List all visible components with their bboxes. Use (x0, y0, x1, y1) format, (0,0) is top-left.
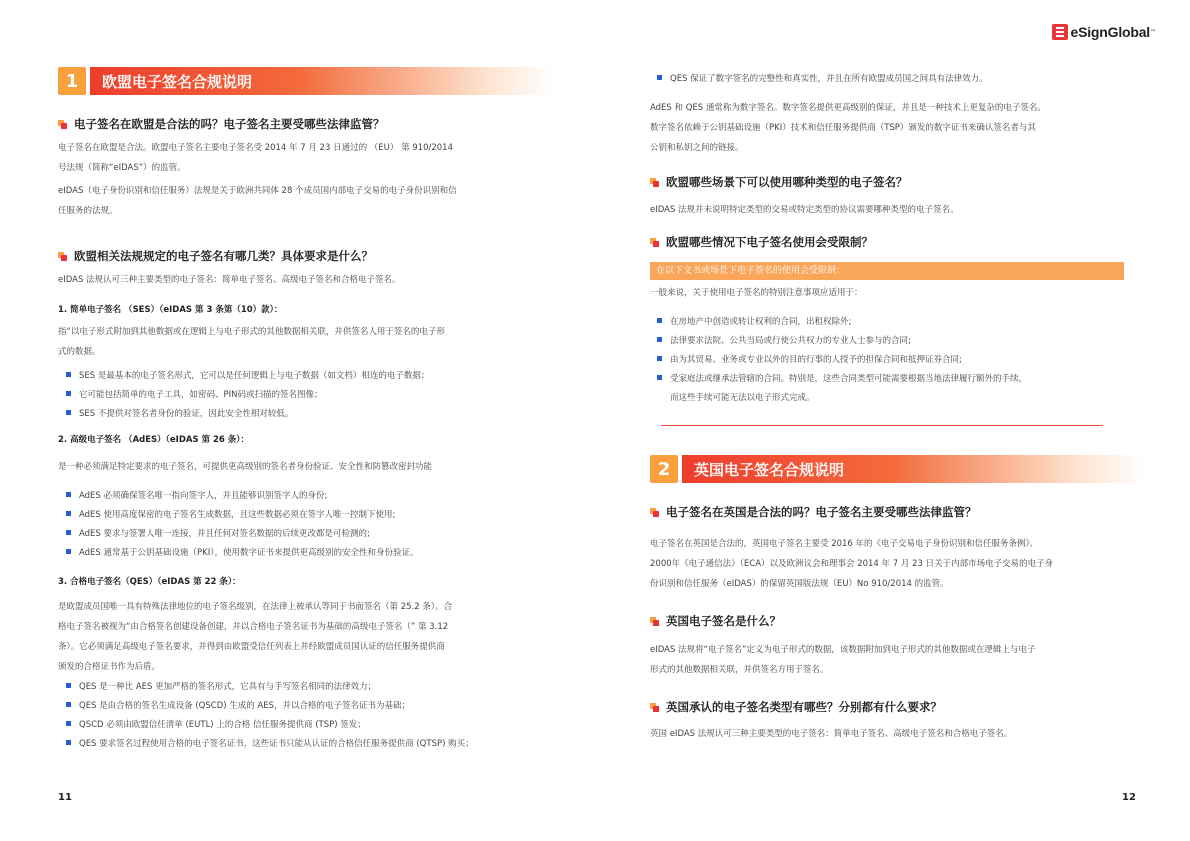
bullet-item (66, 678, 376, 697)
paragraph: eIDAS 法规认可三种主要类型的电子签名：简单电子签名、高级电子签名和合格电子签名。 (58, 275, 401, 285)
square-bullet-icon (650, 617, 659, 626)
qes-heading: 3. 合格电子签名（QES）（eIDAS 第 22 条）： (58, 577, 241, 587)
question-text: 欧盟相关法规规定的电子签名有哪几类？具体要求是什么？ (74, 249, 373, 263)
bullet-text: QES 要求签名过程使用合格的电子签名证书，这些证书只能从认证的合格信任服务提供商 (QTSP) 购买； (79, 739, 474, 749)
logo-text: eSignGlobal (1070, 24, 1150, 40)
bullet-square-icon (66, 683, 71, 688)
paragraph: 英国 eIDAS 法规认可三种主要类型的电子签名：简单电子签名、高级电子签名和合格电子签名。 (650, 729, 1013, 739)
bullet-text: QES 是一种比 AES 更加严格的签名形式，它具有与手写签名相同的法律效力； (79, 682, 377, 692)
text-line: 形式的其他数据相关联，并供签名方用于签名。 (650, 665, 829, 675)
text-line: 数字签名依赖于公钥基础设施（PKI）技术和信任服务提供商（TSP）颁发的数字证书来确认签名者与其 (650, 123, 1036, 133)
bullet-square-icon (66, 511, 71, 516)
question-text: 欧盟哪些场景下可以使用哪种类型的电子签名？ (666, 175, 908, 189)
bullet-continuation: 而这些手续可能无法以电子形式完成。 (670, 393, 815, 403)
bullet-square-icon (66, 391, 71, 396)
bullet-text: AdES 使用高度保密的电子签名生成数据，且这些数据必须在签字人唯一控制下使用; (79, 510, 396, 520)
paragraph (58, 138, 453, 178)
right-page (595, 0, 1190, 841)
paragraph (650, 640, 1035, 680)
square-bullet-icon (650, 238, 659, 247)
text-line: 是欧盟成员国唯一具有特殊法律地位的电子签名级别，在法律上被承认等同于书面签名（第 25.2 条）。合 (58, 602, 453, 612)
page-number: 11 (58, 792, 72, 803)
section-header-eu (58, 67, 552, 95)
question-text: 欧盟哪些情况下电子签名使用会受限制？ (666, 235, 873, 249)
bullet-text: 受家庭法或继承法管辖的合同。特别是，这些合同类型可能需要根据当地法律履行额外的手续， (670, 374, 1028, 384)
bullet-square-icon (66, 702, 71, 707)
text-line: 份识别和信任服务（eIDAS）的保留英国版法规（EU）No 910/2014 的监管。 (650, 579, 949, 589)
trademark-symbol: ™ (1150, 28, 1156, 36)
bullet-item (66, 735, 474, 754)
bullet-item (66, 405, 293, 424)
bullet-square-icon (66, 372, 71, 377)
text-line: 颁发的合格证书作为后盾。 (58, 662, 161, 672)
question-heading (650, 613, 781, 629)
bullet-square-icon (66, 549, 71, 554)
square-bullet-icon (58, 252, 67, 261)
section-title: 英国电子签名合规说明 (682, 455, 1144, 483)
question-text: 英国承认的电子签名类型有哪些？分别都有什么要求？ (666, 700, 942, 714)
bullet-item (66, 525, 370, 544)
paragraph (58, 597, 452, 677)
question-heading (650, 174, 908, 190)
bullet-item (66, 716, 366, 735)
bullet-item (657, 70, 988, 89)
bullet-square-icon (66, 721, 71, 726)
question-heading (650, 504, 977, 520)
bullet-text: 法律要求法院、公共当局或行使公共权力的专业人士参与的合同; (670, 336, 911, 346)
paragraph: eIDAS 法规并未说明特定类型的交易或特定类型的协议需要哪种类型的电子签名。 (650, 205, 959, 215)
bullet-item (657, 313, 851, 332)
bullet-square-icon (657, 75, 662, 80)
text-line: 电子签名在欧盟是合法。欧盟电子签名主要电子签名受 2014 年 7 月 23 日通过的 （EU） 第 910/2014 (58, 143, 453, 153)
square-bullet-icon (650, 178, 659, 187)
question-text: 英国电子签名是什么？ (666, 614, 781, 628)
square-bullet-icon (650, 508, 659, 517)
text-line: 条）。它必须满足高级电子签名要求，并得到由欧盟受信任列表上并经欧盟成员国认证的信任服务提供商 (58, 642, 445, 652)
bullet-text: QSCD 必须由欧盟信任清单 (EUTL) 上的合格 信任服务提供商 (TSP) 签发； (79, 720, 366, 730)
bullet-text: 它可能包括简单的电子工具，如密码、PIN码或扫描的签名图像； (79, 390, 323, 400)
text-line: 号法规（简称“eIDAS”）的监管。 (58, 163, 186, 173)
bullet-item (657, 370, 1027, 389)
bullet-text: SES 不提供对签名者身份的验证，因此安全性相对较低。 (79, 409, 294, 419)
bullet-square-icon (657, 318, 662, 323)
paragraph: 是一种必须满足特定要求的电子签名，可提供更高级别的签名者身份验证、安全性和防篡改密封功能 (58, 462, 433, 472)
paragraph (650, 534, 1053, 594)
bullet-square-icon (657, 375, 662, 380)
text-line: 公钥和私钥之间的链接。 (650, 143, 744, 153)
esign-logo-icon (1052, 24, 1068, 40)
page-number: 12 (1122, 792, 1136, 803)
bullet-square-icon (66, 410, 71, 415)
text-line: 任服务的法规。 (58, 206, 118, 216)
question-text: 电子签名在英国是合法的吗？电子签名主要受哪些法律监管？ (666, 505, 977, 519)
bullet-item (66, 697, 410, 716)
text-line: 指“以电子形式附加到其他数据或在逻辑上与电子形式的其他数据相关联，并供签名人用于签名的电子形 (58, 327, 445, 337)
section-title: 欧盟电子签名合规说明 (90, 67, 552, 95)
bullet-text: 在房地产中创造或转让权利的合同，出租权除外; (670, 317, 852, 327)
bullet-text: AdES 通常基于公钥基础设施（PKI），使用数字证书来提供更高级别的安全性和身份验证。 (79, 548, 419, 558)
section-header-uk (650, 455, 1144, 483)
question-heading (650, 234, 873, 250)
section-number: 2 (650, 455, 678, 483)
section-number: 1 (58, 67, 86, 95)
bullet-item (66, 544, 419, 563)
text-line: eIDAS（电子身份识别和信任服务）法规是关于欧洲共同体 28 个成员国内部电子交易的电子身份识别和信 (58, 186, 457, 196)
bullet-item (657, 332, 911, 351)
bullet-text: AdES 要求与签署人唯一连接，并且任何对签名数据的后续更改都是可检测的; (79, 529, 370, 539)
restriction-highlight: 在以下文书或场景下电子签名的使用会受限制： (650, 262, 1124, 280)
bullet-item (66, 386, 323, 405)
text-line: eIDAS 法规将“电子签名”定义为电子形式的数据，该数据附加到电子形式的其他数据或在逻辑上与电子 (650, 645, 1036, 655)
text-line: 2000年《电子通信法》（ECA）以及欧洲议会和理事会 2014 年 7 月 23 日关于内部市场电子交易的电子身 (650, 559, 1054, 569)
question-heading (58, 116, 385, 132)
text-line: AdES 和 QES 通常称为数字签名。数字签名提供更高级别的保证，并且是一种技术上更复杂的电子签名。 (650, 103, 1046, 113)
text-line: 电子签名在英国是合法的，英国电子签名主要受 2016 年的《电子交易电子身份识别和信任服务条例》、 (650, 539, 1039, 549)
question-heading (58, 248, 373, 264)
bullet-square-icon (657, 356, 662, 361)
bullet-item (66, 367, 429, 386)
bullet-item (657, 351, 962, 370)
paragraph (650, 98, 1046, 158)
question-text: 电子签名在欧盟是合法的吗？电子签名主要受哪些法律监管？ (74, 117, 385, 131)
text-line: 式的数据。 (58, 347, 101, 357)
bullet-square-icon (66, 740, 71, 745)
square-bullet-icon (650, 703, 659, 712)
bullet-text: AdES 必须确保签名唯一指向签字人，并且能够识别签字人的身份; (79, 491, 328, 501)
bullet-text: QES 保证了数字签名的完整性和真实性，并且在所有欧盟成员国之间具有法律效力。 (670, 74, 988, 84)
text-line: 格电子签名被视为“由合格签名创建设备创建，并以合格电子签名证书为基础的高级电子签名（” 第 3.12 (58, 622, 449, 632)
ades-heading: 2. 高级电子签名 （AdES）（eIDAS 第 26 条）： (58, 435, 250, 445)
paragraph (58, 181, 457, 221)
bullet-square-icon (66, 530, 71, 535)
bullet-text: 由为其贸易、业务或专业以外的目的行事的人授予的担保合同和抵押证券合同; (670, 355, 962, 365)
bullet-square-icon (66, 492, 71, 497)
divider (661, 425, 1103, 426)
bullet-item (66, 487, 327, 506)
bullet-text: SES 是最基本的电子签名形式，它可以是任何逻辑上与电子数据（如文档）相连的电子数据； (79, 371, 430, 381)
bullet-item (66, 506, 395, 525)
paragraph: 一般来说，关于使用电子签名的特别注意事项应适用于： (650, 288, 863, 298)
paragraph (58, 322, 445, 362)
ses-heading: 1. 简单电子签名 （SES）（eIDAS 第 3 条第（10）款）： (58, 305, 283, 315)
question-heading (650, 699, 942, 715)
square-bullet-icon (58, 120, 67, 129)
bullet-square-icon (657, 337, 662, 342)
bullet-text: QES 是由合格的签名生成设备 (QSCD) 生成的 AES，并以合格的电子签名证书为基础； (79, 701, 411, 711)
brand-logo (1052, 24, 1156, 40)
